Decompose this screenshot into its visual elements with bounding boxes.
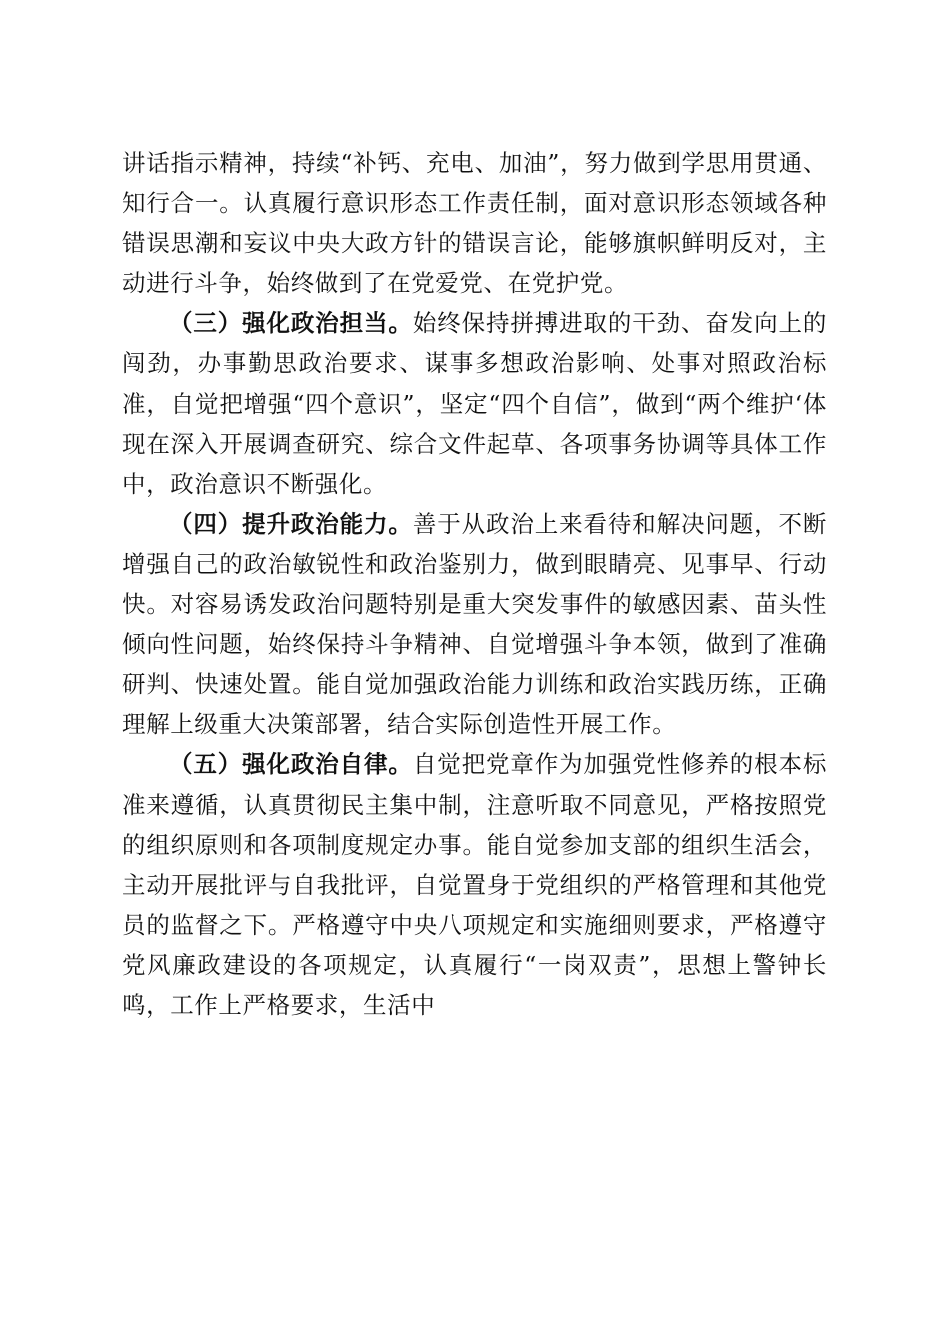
paragraph-improve-political-ability: [122, 504, 827, 745]
section-heading-5: （五）强化政治自律。: [169, 750, 413, 779]
paragraph-text: 自觉把党章作为加强党性修养的根本标准来遵循，认真贯彻民主集中制，注意听取不同意见，严格按照党的组织原则和各项制度规定办事。能自觉参加支部的组织生活会，主动开展批评与自我批评，自觉置身于党组织的严格管理和其他党员的监督之下。严格遵守中央八项规定和实施细则要求，严格遵守党风廉政建设的各项规定，认真履行“一岗双责”，思想上警钟长鸣，工作上严格要求，生活中: [122, 750, 828, 1019]
document-body: [122, 143, 827, 1025]
paragraph-continuation: [122, 143, 827, 303]
paragraph-text: 善于从政治上来看待和解决问题，不断增强自己的政治敏锐性和政治鉴别力，做到眼睛亮、见事早、行动快。对容易诱发政治问题特别是重大突发事件的敏感因素、苗头性倾向性问题，始终保持斗争精神、自觉增强斗争本领，做到了准确研判、快速处置。能自觉加强政治能力训练和政治实践历练，正确理解上级重大决策部署，结合实际创造性开展工作。: [122, 509, 828, 739]
paragraph-strengthen-political-discipline: [122, 744, 827, 1025]
paragraph-strengthen-political-responsibility: [122, 303, 827, 503]
paragraph-text: 始终保持拼搏进取的干劲、奋发向上的闯劲，办事勤思政治要求、谋事多想政治影响、处事对照政治标准，自觉把增强“四个意识”，坚定“四个自信”，做到“两个维护‘体现在深入开展调查研究、综合文件起草、各项事务协调等具体工作中，政治意识不断强化。: [122, 309, 828, 498]
section-heading-4: （四）提升政治能力。: [169, 509, 413, 538]
paragraph-text: 讲话指示精神，持续“补钙、充电、加油”，努力做到学思用贯通、知行合一。认真履行意识形态工作责任制，面对意识形态领域各种错误思潮和妄议中央大政方针的错误言论，能够旗帜鲜明反对，主动进行斗争，始终做到了在党爱党、在党护党。: [122, 149, 827, 298]
section-heading-3: （三）强化政治担当。: [169, 309, 413, 338]
